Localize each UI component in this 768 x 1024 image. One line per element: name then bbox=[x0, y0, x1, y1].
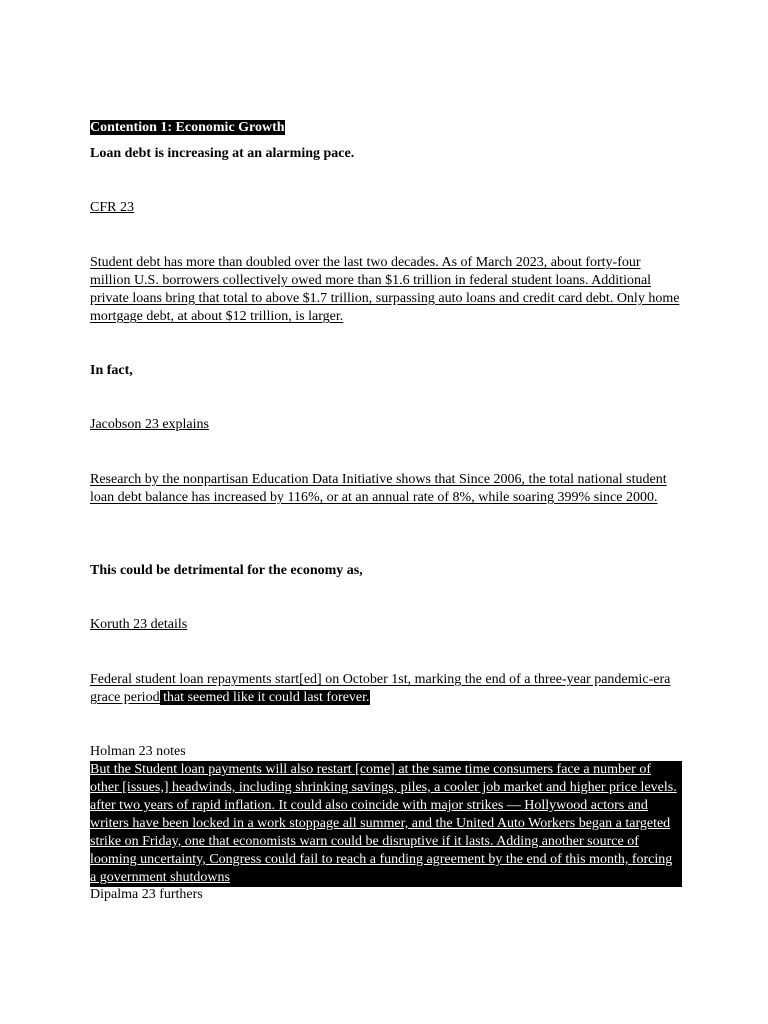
evidence-holman: But the Student loan payments will also restart [come] at the same time consumers face a number of other [issues,] headwinds, including shrinking savings, piles, a cooler job market and higher price levels. after two years of rapid inflation. It could also coincide with major strikes — Hollywood actors and writers have been locked in a work stoppage all summer, and the United Auto Workers began a targeted strike on Friday, one that economists warn could be disruptive if it lasts. Adding another source of looming uncertainty, Congress could fail to reach a funding agreement by the end of this month, forcing a government shutdowns bbox=[90, 761, 682, 887]
tagline-detrimental: This could be detrimental for the economy as, bbox=[90, 563, 363, 578]
citation-holman: Holman 23 notes bbox=[90, 744, 186, 759]
contention-title: Contention 1: Economic Growth bbox=[90, 120, 285, 135]
citation-koruth: Koruth 23 details bbox=[90, 617, 188, 632]
evidence-koruth bbox=[90, 671, 680, 707]
tagline-loan-debt: Loan debt is increasing at an alarming pace. bbox=[90, 146, 355, 161]
citation-cfr: CFR 23 bbox=[90, 200, 134, 215]
tagline-in-fact: In fact, bbox=[90, 363, 133, 378]
evidence-koruth-highlight: that seemed like it could last forever. bbox=[159, 690, 370, 705]
contention-heading bbox=[90, 119, 680, 137]
citation-dipalma: Dipalma 23 furthers bbox=[90, 887, 203, 902]
evidence-koruth-plain: Federal student loan repayments start[ed] on October 1st, marking the end of a three-year pandemic-era grace period bbox=[90, 672, 671, 705]
evidence-jacobson: Research by the nonpartisan Education Data Initiative shows that Since 2006, the total national student loan debt balance has increased by 116%, or at an annual rate of 8%, while soaring 399% since 2000. bbox=[90, 472, 667, 505]
evidence-cfr: Student debt has more than doubled over the last two decades. As of March 2023, about forty-four million U.S. borrowers collectively owed more than $1.6 trillion in federal student loans. Additional private loans bring that total to above $1.7 trillion, surpassing auto loans and credit card debt. Only home mortgage debt, at about $12 trillion, is larger. bbox=[90, 255, 680, 324]
citation-jacobson: Jacobson 23 explains bbox=[90, 417, 209, 432]
